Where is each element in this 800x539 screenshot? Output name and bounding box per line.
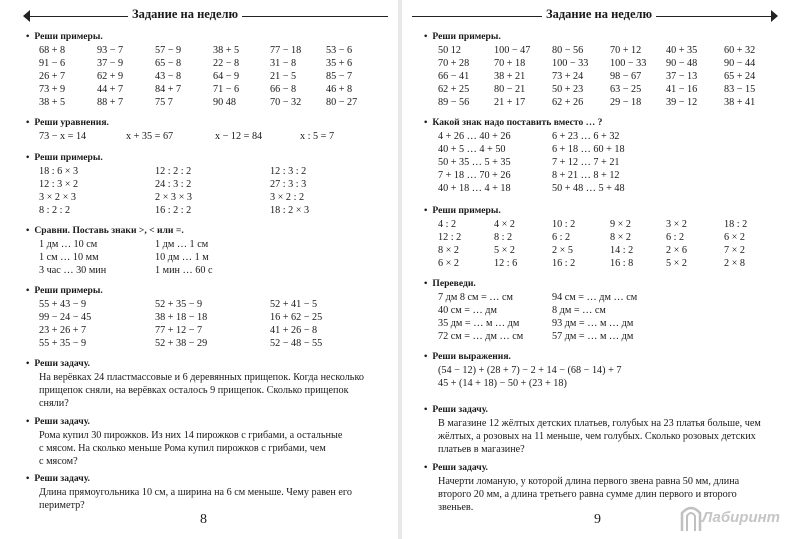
problem-text-line: Начерти ломаную, у которой длина первого звена равна 50 мм, длина xyxy=(438,476,740,487)
example: 22 − 8 xyxy=(213,58,240,69)
section-title: • Реши примеры. xyxy=(26,285,103,296)
example: 12 : 3 : 2 xyxy=(270,166,307,177)
comparison: 6 + 18 … 60 + 18 xyxy=(552,144,625,155)
example: 10 : 2 xyxy=(552,219,576,230)
conversion: 40 см = … дм xyxy=(438,305,497,316)
example: 21 + 17 xyxy=(494,97,526,108)
example: 16 : 8 xyxy=(610,258,634,269)
problem-text-line: периметр? xyxy=(39,500,85,511)
bullet-icon: • xyxy=(424,205,428,216)
header-title: Задание на неделю xyxy=(542,7,656,22)
example: 66 − 8 xyxy=(270,84,297,95)
example: 38 + 21 xyxy=(494,71,526,82)
problem-text-line: с мясом. На сколько меньше Рома купил пирожков с грибами, чем xyxy=(39,443,326,454)
equation: 73 − x = 14 xyxy=(39,131,87,142)
bullet-icon: • xyxy=(424,351,428,362)
bullet-icon: • xyxy=(26,473,30,484)
comparison: 7 + 12 … 7 + 21 xyxy=(552,157,620,168)
problem-text-line: прищепок сняли, на верёвках осталось 9 прищепок. Сколько прищепок xyxy=(39,385,349,396)
conversion: 7 дм 8 см = … см xyxy=(438,292,513,303)
example: 29 − 18 xyxy=(610,97,642,108)
bullet-icon: • xyxy=(26,31,30,42)
problem-text-line: с мясом? xyxy=(39,456,78,467)
example: 2 × 8 xyxy=(724,258,746,269)
example: 2 × 5 xyxy=(552,245,574,256)
bullet-icon: • xyxy=(26,225,30,236)
example: 14 : 2 xyxy=(610,245,634,256)
example: 8 : 2 xyxy=(494,232,513,243)
comparison: 4 + 26 … 40 + 26 xyxy=(438,131,511,142)
example: 99 − 24 − 45 xyxy=(39,312,92,323)
example: 12 : 2 xyxy=(438,232,462,243)
example: 90 48 xyxy=(213,97,236,108)
example: 16 + 62 − 25 xyxy=(270,312,323,323)
example: 52 − 48 − 55 xyxy=(270,338,323,349)
section-title: • Сравни. Поставь знаки >, < или =. xyxy=(26,225,184,236)
example: 50 12 xyxy=(438,45,461,56)
example: 80 − 27 xyxy=(326,97,358,108)
comparison: 10 дм … 1 м xyxy=(155,252,209,263)
example: 12 : 6 xyxy=(494,258,518,269)
bullet-icon: • xyxy=(424,404,428,415)
bullet-icon: • xyxy=(424,117,428,128)
example: 2 × 6 xyxy=(666,245,688,256)
problem-text-line: В магазине 12 жёлтых детских платьев, голубых на 23 платья больше, чем xyxy=(438,418,761,429)
example: 89 − 56 xyxy=(438,97,470,108)
example: 2 × 3 × 3 xyxy=(155,192,192,203)
example: 5 × 2 xyxy=(494,245,516,256)
example: 21 − 5 xyxy=(270,71,297,82)
equation: x : 5 = 7 xyxy=(300,131,335,142)
example: 4 : 2 xyxy=(438,219,457,230)
labyrinth-logo-icon xyxy=(678,503,704,533)
example: 75 7 xyxy=(155,97,173,108)
section-title: • Реши примеры. xyxy=(424,205,501,216)
problem-text-line: Рома купил 30 пирожков. Из них 14 пирожков с грибами, а остальные xyxy=(39,430,343,441)
example: 70 + 28 xyxy=(438,58,470,69)
problem-text-line: платьев в магазине? xyxy=(438,444,525,455)
header-arrow-icon xyxy=(23,10,30,22)
example: 65 − 8 xyxy=(155,58,182,69)
example: 80 − 56 xyxy=(552,45,584,56)
watermark xyxy=(678,503,790,533)
example: 9 × 2 xyxy=(610,219,632,230)
bullet-icon: • xyxy=(26,117,30,128)
example: 66 − 41 xyxy=(438,71,470,82)
example: 88 + 7 xyxy=(97,97,124,108)
example: 8 × 2 xyxy=(438,245,460,256)
example: 40 + 35 xyxy=(666,45,698,56)
example: 43 − 8 xyxy=(155,71,182,82)
problem-text-line: Длина прямоугольника 10 см, а ширина на 6 см меньше. Чему равен его xyxy=(39,487,352,498)
bullet-icon: • xyxy=(424,31,428,42)
example: 77 + 12 − 7 xyxy=(155,325,203,336)
example: 62 + 9 xyxy=(97,71,124,82)
equation: x − 12 = 84 xyxy=(215,131,263,142)
example: 5 × 2 xyxy=(666,258,688,269)
problem-text-line: жёлтых, а розовых на 11 меньше, чем голубых. Сколько розовых детских xyxy=(438,431,756,442)
example: 4 × 2 xyxy=(494,219,516,230)
example: 26 + 7 xyxy=(39,71,66,82)
example: 70 + 18 xyxy=(494,58,526,69)
example: 41 − 16 xyxy=(666,84,698,95)
example: 70 − 32 xyxy=(270,97,302,108)
conversion: 94 см = … дм … см xyxy=(552,292,638,303)
example: 39 − 12 xyxy=(666,97,698,108)
example: 62 + 26 xyxy=(552,97,584,108)
example: 62 + 25 xyxy=(438,84,470,95)
example: 31 − 8 xyxy=(270,58,297,69)
problem-text-line: звеньев. xyxy=(438,502,474,513)
example: 46 + 8 xyxy=(326,84,353,95)
example: 8 × 2 xyxy=(610,232,632,243)
example: 84 + 7 xyxy=(155,84,182,95)
example: 57 − 9 xyxy=(155,45,182,56)
example: 6 : 2 xyxy=(552,232,571,243)
example: 18 : 6 × 3 xyxy=(39,166,79,177)
section-title: • Реши задачу. xyxy=(424,404,488,415)
conversion: 8 дм = … см xyxy=(552,305,606,316)
bullet-icon: • xyxy=(26,416,30,427)
example: 18 : 2 xyxy=(724,219,748,230)
example: 6 × 2 xyxy=(438,258,460,269)
example: 24 : 3 : 2 xyxy=(155,179,192,190)
page-number: 8 xyxy=(200,512,207,527)
example: 90 − 48 xyxy=(666,58,698,69)
section-title: • Реши примеры. xyxy=(26,152,103,163)
example: 64 − 9 xyxy=(213,71,240,82)
example: 18 : 2 × 3 xyxy=(270,205,310,216)
comparison: 7 + 18 … 70 + 26 xyxy=(438,170,511,181)
bullet-icon: • xyxy=(26,152,30,163)
example: 100 − 33 xyxy=(610,58,647,69)
section-title: • Какой знак надо поставить вместо … ? xyxy=(424,117,603,128)
section-title: • Реши задачу. xyxy=(26,358,90,369)
example: 55 + 35 − 9 xyxy=(39,338,87,349)
page-number: 9 xyxy=(594,512,601,527)
comparison: 1 дм … 1 см xyxy=(155,239,209,250)
example: 37 − 9 xyxy=(97,58,124,69)
comparison: 8 + 21 … 8 + 12 xyxy=(552,170,620,181)
example: 3 × 2 xyxy=(666,219,688,230)
comparison: 3 час … 30 мин xyxy=(39,265,107,276)
example: 52 + 38 − 29 xyxy=(155,338,208,349)
example: 50 + 23 xyxy=(552,84,584,95)
conversion: 93 дм = … м … дм xyxy=(552,318,634,329)
example: 38 + 5 xyxy=(39,97,66,108)
example: 16 : 2 xyxy=(552,258,576,269)
example: 73 + 9 xyxy=(39,84,66,95)
example: 7 × 2 xyxy=(724,245,746,256)
conversion: 72 см = … дм … см xyxy=(438,331,524,342)
example: 3 × 2 × 3 xyxy=(39,192,76,203)
example: 80 − 21 xyxy=(494,84,526,95)
header-arrow-icon xyxy=(771,10,778,22)
comparison: 40 + 5 … 4 + 50 xyxy=(438,144,506,155)
example: 37 − 13 xyxy=(666,71,698,82)
example: 6 × 2 xyxy=(724,232,746,243)
comparison: 1 см … 10 мм xyxy=(39,252,99,263)
problem-text-line: На верёвках 24 пластмассовые и 6 деревянных прищепок. Когда несколько xyxy=(39,372,364,383)
expression: (54 − 12) + (28 + 7) − 2 + 14 − (68 − 14) + 7 xyxy=(438,365,622,376)
header-title: Задание на неделю xyxy=(128,7,242,22)
section-title: • Реши уравнения. xyxy=(26,117,109,128)
comparison: 50 + 48 … 5 + 48 xyxy=(552,183,625,194)
comparison: 1 дм … 10 см xyxy=(39,239,98,250)
example: 63 − 25 xyxy=(610,84,642,95)
section-title: • Реши задачу. xyxy=(26,473,90,484)
example: 90 − 44 xyxy=(724,58,756,69)
bullet-icon: • xyxy=(26,285,30,296)
example: 44 + 7 xyxy=(97,84,124,95)
example: 77 − 18 xyxy=(270,45,302,56)
section-title: • Реши задачу. xyxy=(26,416,90,427)
example: 41 + 26 − 8 xyxy=(270,325,318,336)
example: 12 : 3 × 2 xyxy=(39,179,79,190)
example: 52 + 41 − 5 xyxy=(270,299,318,310)
example: 52 + 35 − 9 xyxy=(155,299,203,310)
example: 73 + 24 xyxy=(552,71,584,82)
comparison: 1 мин … 60 с xyxy=(155,265,213,276)
bullet-icon: • xyxy=(424,462,428,473)
example: 8 : 2 : 2 xyxy=(39,205,71,216)
example: 38 + 5 xyxy=(213,45,240,56)
example: 85 − 7 xyxy=(326,71,353,82)
problem-text-line: второго 20 мм, а длина третьего равна сумме длин первого и второго xyxy=(438,489,737,500)
example: 98 − 67 xyxy=(610,71,642,82)
section-title: • Реши примеры. xyxy=(26,31,103,42)
expression: 45 + (14 + 18) − 50 + (23 + 18) xyxy=(438,378,567,389)
comparison: 6 + 23 … 6 + 32 xyxy=(552,131,620,142)
example: 60 + 32 xyxy=(724,45,756,56)
equation: x + 35 = 67 xyxy=(126,131,174,142)
example: 65 + 24 xyxy=(724,71,756,82)
example: 16 : 2 : 2 xyxy=(155,205,192,216)
section-title: • Реши выражения. xyxy=(424,351,511,362)
example: 70 + 12 xyxy=(610,45,642,56)
example: 53 − 6 xyxy=(326,45,353,56)
example: 6 : 2 xyxy=(666,232,685,243)
example: 91 − 6 xyxy=(39,58,66,69)
conversion: 57 дм = … м … дм xyxy=(552,331,634,342)
comparison: 50 + 35 … 5 + 35 xyxy=(438,157,511,168)
bullet-icon: • xyxy=(26,358,30,369)
example: 83 − 15 xyxy=(724,84,756,95)
example: 35 + 6 xyxy=(326,58,353,69)
right-page xyxy=(402,0,800,539)
watermark-text: Лабиринт xyxy=(702,509,781,526)
example: 100 − 33 xyxy=(552,58,589,69)
example: 38 + 41 xyxy=(724,97,756,108)
section-title: • Переведи. xyxy=(424,278,476,289)
example: 27 : 3 : 3 xyxy=(270,179,307,190)
example: 100 − 47 xyxy=(494,45,531,56)
bullet-icon: • xyxy=(424,278,428,289)
example: 23 + 26 + 7 xyxy=(39,325,87,336)
example: 38 + 18 − 18 xyxy=(155,312,208,323)
left-page xyxy=(0,0,398,539)
comparison: 40 + 18 … 4 + 18 xyxy=(438,183,511,194)
problem-text-line: сняли? xyxy=(39,398,69,409)
example: 68 + 8 xyxy=(39,45,66,56)
section-title: • Реши примеры. xyxy=(424,31,501,42)
example: 71 − 6 xyxy=(213,84,240,95)
conversion: 35 дм = … м … дм xyxy=(438,318,520,329)
example: 3 × 2 : 2 xyxy=(270,192,305,203)
example: 12 : 2 : 2 xyxy=(155,166,192,177)
section-title: • Реши задачу. xyxy=(424,462,488,473)
example: 55 + 43 − 9 xyxy=(39,299,87,310)
example: 93 − 7 xyxy=(97,45,124,56)
